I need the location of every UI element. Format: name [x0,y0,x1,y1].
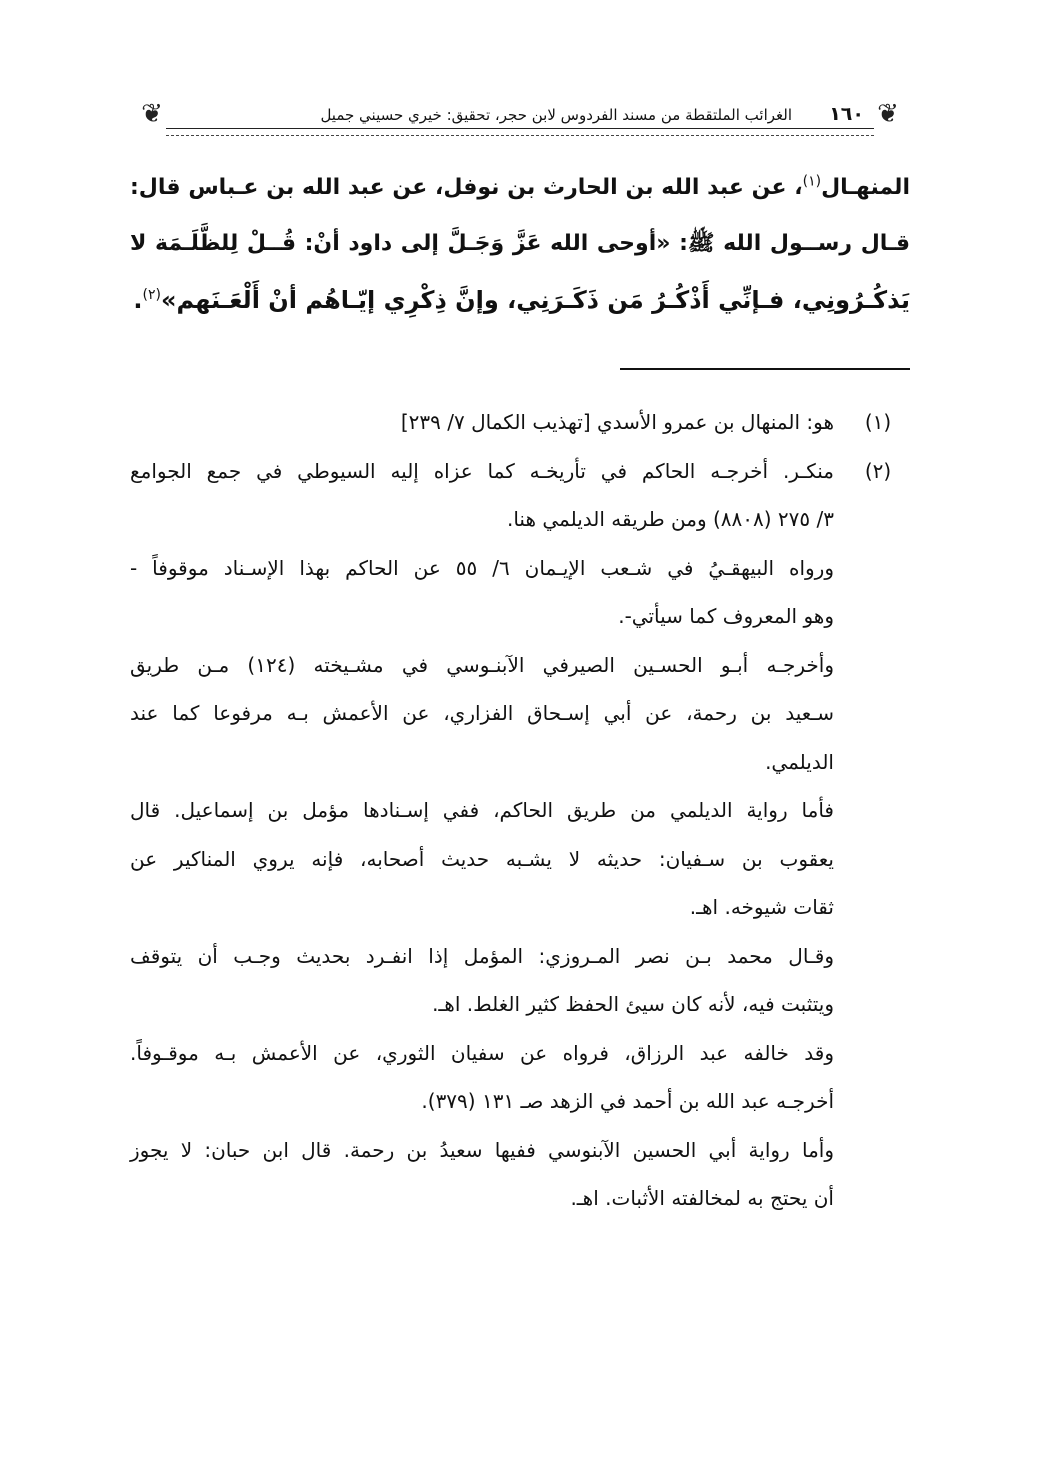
end-period: . [133,286,143,314]
isnad-text: ، عن عبد الله بن الحارث بن نوفل، عن عبد الله بن عـباس قال: [130,175,803,200]
hadith-line [130,160,910,216]
footnote-line: منكـر. أخرجـه الحاكم في تأريخـه كما عزاه إليه السيوطي في جمع الجوامع [130,458,834,483]
footnote-1 [130,398,910,447]
footnote-line: هو: المنهال بن عمرو الأسدي [تهذيب الكمال ٧/ ٢٣٩] [400,410,834,434]
footnote-2 [130,447,910,1223]
footnote-line: وقـال محمد بـن نصر المـروزي: المؤمل إذا انفـرد بحديث وجـب أن يتوقف [130,943,834,968]
hadith-line: قـال رســول الله ﷺ: «أوحى الله عَزَّ وَجَـلَّ إلى داود أنْ: قُــلْ لِلظَّلَـمَة لا [130,231,910,256]
header-rule [166,128,874,136]
footnote-line: وهو المعروف كما سيأتي-. [618,604,834,628]
footnote-line: يعقوب بن سـفيان: حديثه لا يشـبه حديث أصحابه، فإنه يروي المناكير عن [130,846,834,871]
footnote-line: ويتثبت فيه، لأنه كان سيئ الحفظ كثير الغلط. اهـ. [432,992,834,1016]
footnotes [130,398,910,1223]
footnote-ref[interactable]: (٢) [142,287,161,303]
footnote-line: فأما رواية الديلمي من طريق الحاكم، ففي إسـنادها مؤمل بن إسماعيل. قال [130,798,834,822]
page-number: ١٦٠ [829,103,864,125]
hadith-text [130,160,910,328]
footnote-line: أخرجـه عبد الله بن أحمد في الزهد صـ ١٣١ (٣٧٩). [421,1089,834,1113]
footnote-line: ثقات شيوخه. اهـ. [689,895,834,919]
narrator-name: المنهـال [821,175,910,200]
footnote-line: سـعيد بن رحمة، عن أبي إسـحاق الفزاري، عن الأعمش بـه مرفوعا كما عند [130,701,834,725]
ornament-right-icon: ❦ [877,99,899,129]
footnote-ref[interactable]: (١) [802,173,822,190]
page-header [130,96,910,136]
footnote-separator [620,368,910,370]
hadith-line [130,272,910,328]
footnote-line: وأخرجـه أبـو الحسـين الصيرفي الآبنـوسي في مشـيخته (١٢٤) مـن طريق [130,652,834,677]
running-title: الغرائب الملتقطة من مسند الفردوس لابن حجر، تحقيق: خيري حسيني جميل [320,106,792,124]
footnote-number: (٢) [864,458,892,483]
footnote-line: وأما رواية أبي الحسين الآبنوسي ففيها سعيدُ بن رحمة. قال ابن حبان: لا يجوز [130,1137,834,1162]
footnote-number: (١) [864,410,892,434]
matn-text: يَذكُـرُونِي، فـإنِّي أَذْكُـرُ مَن ذَكَـرَنِي، وإنَّ ذِكْرِي إيّـاهُم أنْ أَلْعَـنَهم» [160,286,910,314]
footnote-line: وقد خالفه عبد الرزاق، فرواه عن سفيان الثوري، عن الأعمش بـه موقـوفاً. [130,1040,834,1065]
footnote-line: ٣/ ٢٧٥ (٨٨٠٨) ومن طريقه الديلمي هنا. [506,507,834,531]
footnote-line: الديلمي. [765,749,834,774]
footnote-line: أن يحتج به لمخالفته الأثبات. اهـ. [570,1186,834,1210]
footnote-line: ورواه البيهقـيُ في شـعب الإيـمان ٦/ ٥٥ عن الحاكم بهذا الإسـناد موقوفاً - [130,555,834,580]
ornament-left-icon: ❦ [141,99,163,129]
